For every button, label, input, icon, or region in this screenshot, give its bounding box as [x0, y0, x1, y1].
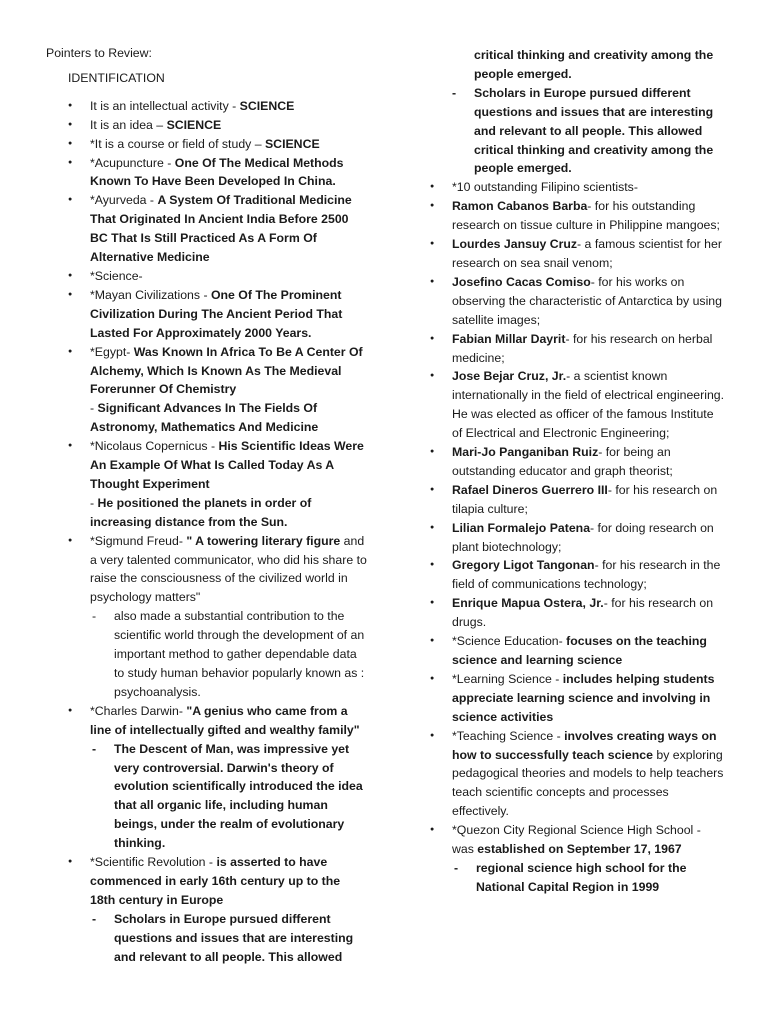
list-item: ● Ramon Cabanos Barba- for his outstanding research on tissue culture in Philippine mangoes; — [426, 197, 726, 235]
list-item: ● *Quezon City Regional Science High School - was established on September 17, 1967 - regional science high school for the National Capital Region in 1999 — [426, 821, 726, 897]
list-item: ● *Sigmund Freud- " A towering literary figure and a very talented communicator, who did his share to raise the consciousness of the civilized world in psychology matters" - also made a substantial contribution to the scientific world through the development of an important method to gather dependable data to study human behavior popularly known as : psychoanalysis. — [46, 532, 368, 702]
continued-text: critical thinking and creativity among the people emerged. — [474, 48, 714, 81]
list-item: ● It is an idea – SCIENCE — [46, 116, 368, 135]
list-item: ● *10 outstanding Filipino scientists- — [426, 178, 726, 197]
list-item: ● *Nicolaus Copernicus - His Scientific Ideas Were An Example Of What Is Called Today As A Thought Experiment - He positioned the planets in order of increasing distance from the Sun. — [46, 437, 368, 532]
list-item: ● Enrique Mapua Ostera, Jr.- for his research on drugs. — [426, 594, 726, 632]
right-column — [426, 46, 726, 897]
list-item: ● Mari-Jo Panganiban Ruiz- for being an outstanding educator and graph theorist; — [426, 443, 726, 481]
list-item: ● Jose Bejar Cruz, Jr.- a scientist known internationally in the field of electrical engineering. He was elected as officer of the famous Institute of Electrical and Electronic Engineering; — [426, 367, 726, 443]
sub-item: - Scholars in Europe pursued different questions and issues that are interesting and relevant to all people. This allowed — [90, 910, 368, 967]
list-item: ● *Mayan Civilizations - One Of The Prominent Civilization During The Ancient Period That Lasted For Approximately 2000 Years. — [46, 286, 368, 343]
sub-item: - regional science high school for the National Capital Region in 1999 — [452, 859, 726, 897]
sub-list — [90, 740, 368, 853]
list-item: ● *Science Education- focuses on the teaching science and learning science — [426, 632, 726, 670]
section-title: IDENTIFICATION — [68, 70, 165, 85]
list-item: ● Lilian Formalejo Patena- for doing research on plant biotechnology; — [426, 519, 726, 557]
sub-list — [90, 607, 368, 702]
sub-item: - The Descent of Man, was impressive yet very controversial. Darwin's theory of evolution scientifically introduced the idea that all organic life, including human beings, under the realm of evolutionary thinking. — [90, 740, 368, 853]
list-item: ● Lourdes Jansuy Cruz- a famous scientist for her research on sea snail venom; — [426, 235, 726, 273]
list-item: ● It is an intellectual activity - SCIENCE — [46, 97, 368, 116]
header: Pointers to Review: — [46, 46, 152, 60]
right-list — [426, 178, 726, 896]
list-item: ● *It is a course or field of study – SCIENCE — [46, 135, 368, 154]
list-item: ● *Learning Science - includes helping students appreciate learning science and involving in science activities — [426, 670, 726, 727]
left-list — [46, 97, 368, 967]
list-item: ● *Egypt- Was Known In Africa To Be A Center Of Alchemy, Which Is Known As The Medieval Forerunner Of Chemistry - Significant Advances In The Fields Of Astronomy, Mathematics And Medicine — [46, 343, 368, 438]
list-item: ● Rafael Dineros Guerrero III- for his research on tilapia culture; — [426, 481, 726, 519]
list-item: ● *Science- — [46, 267, 368, 286]
list-item: ● Josefino Cacas Comiso- for his works on observing the characteristic of Antarctica by using satellite images; — [426, 273, 726, 330]
list-item: ● Gregory Ligot Tangonan- for his research in the field of communications technology; — [426, 556, 726, 594]
list-item: ● *Acupuncture - One Of The Medical Methods Known To Have Been Developed In China. — [46, 154, 368, 192]
sub-item: - Scholars in Europe pursued different questions and issues that are interesting and relevant to all people. This allowed critical thinking and creativity among the people emerged. — [426, 84, 726, 179]
sub-list — [426, 84, 726, 179]
sub-list — [452, 859, 726, 897]
list-item: ● *Ayurveda - A System Of Traditional Medicine That Originated In Ancient India Before 2500 BC That Is Still Practiced As A Form Of Alternative Medicine — [46, 191, 368, 267]
left-column — [46, 44, 368, 967]
sub-list — [90, 910, 368, 967]
list-item: ● *Teaching Science - involves creating ways on how to successfully teach science by exploring pedagogical theories and models to help teachers teach scientific concepts and processes effectively. — [426, 727, 726, 822]
list-item: ● *Scientific Revolution - is asserted to have commenced in early 16th century up to the 18th century in Europe - Scholars in Europe pursued different questions and issues that are interesting and relevant to all people. This allowed — [46, 853, 368, 966]
list-item: ● Fabian Millar Dayrit- for his research on herbal medicine; — [426, 330, 726, 368]
list-item: ● *Charles Darwin- "A genius who came from a line of intellectually gifted and wealthy family" - The Descent of Man, was impressive yet very controversial. Darwin's theory of evolution scientifically introduced the idea that all organic life, including human beings, under the realm of evolutionary thinking. — [46, 702, 368, 853]
sub-item: - also made a substantial contribution to the scientific world through the development of an important method to gather dependable data to study human behavior popularly known as : psychoanalysis. — [90, 607, 368, 702]
